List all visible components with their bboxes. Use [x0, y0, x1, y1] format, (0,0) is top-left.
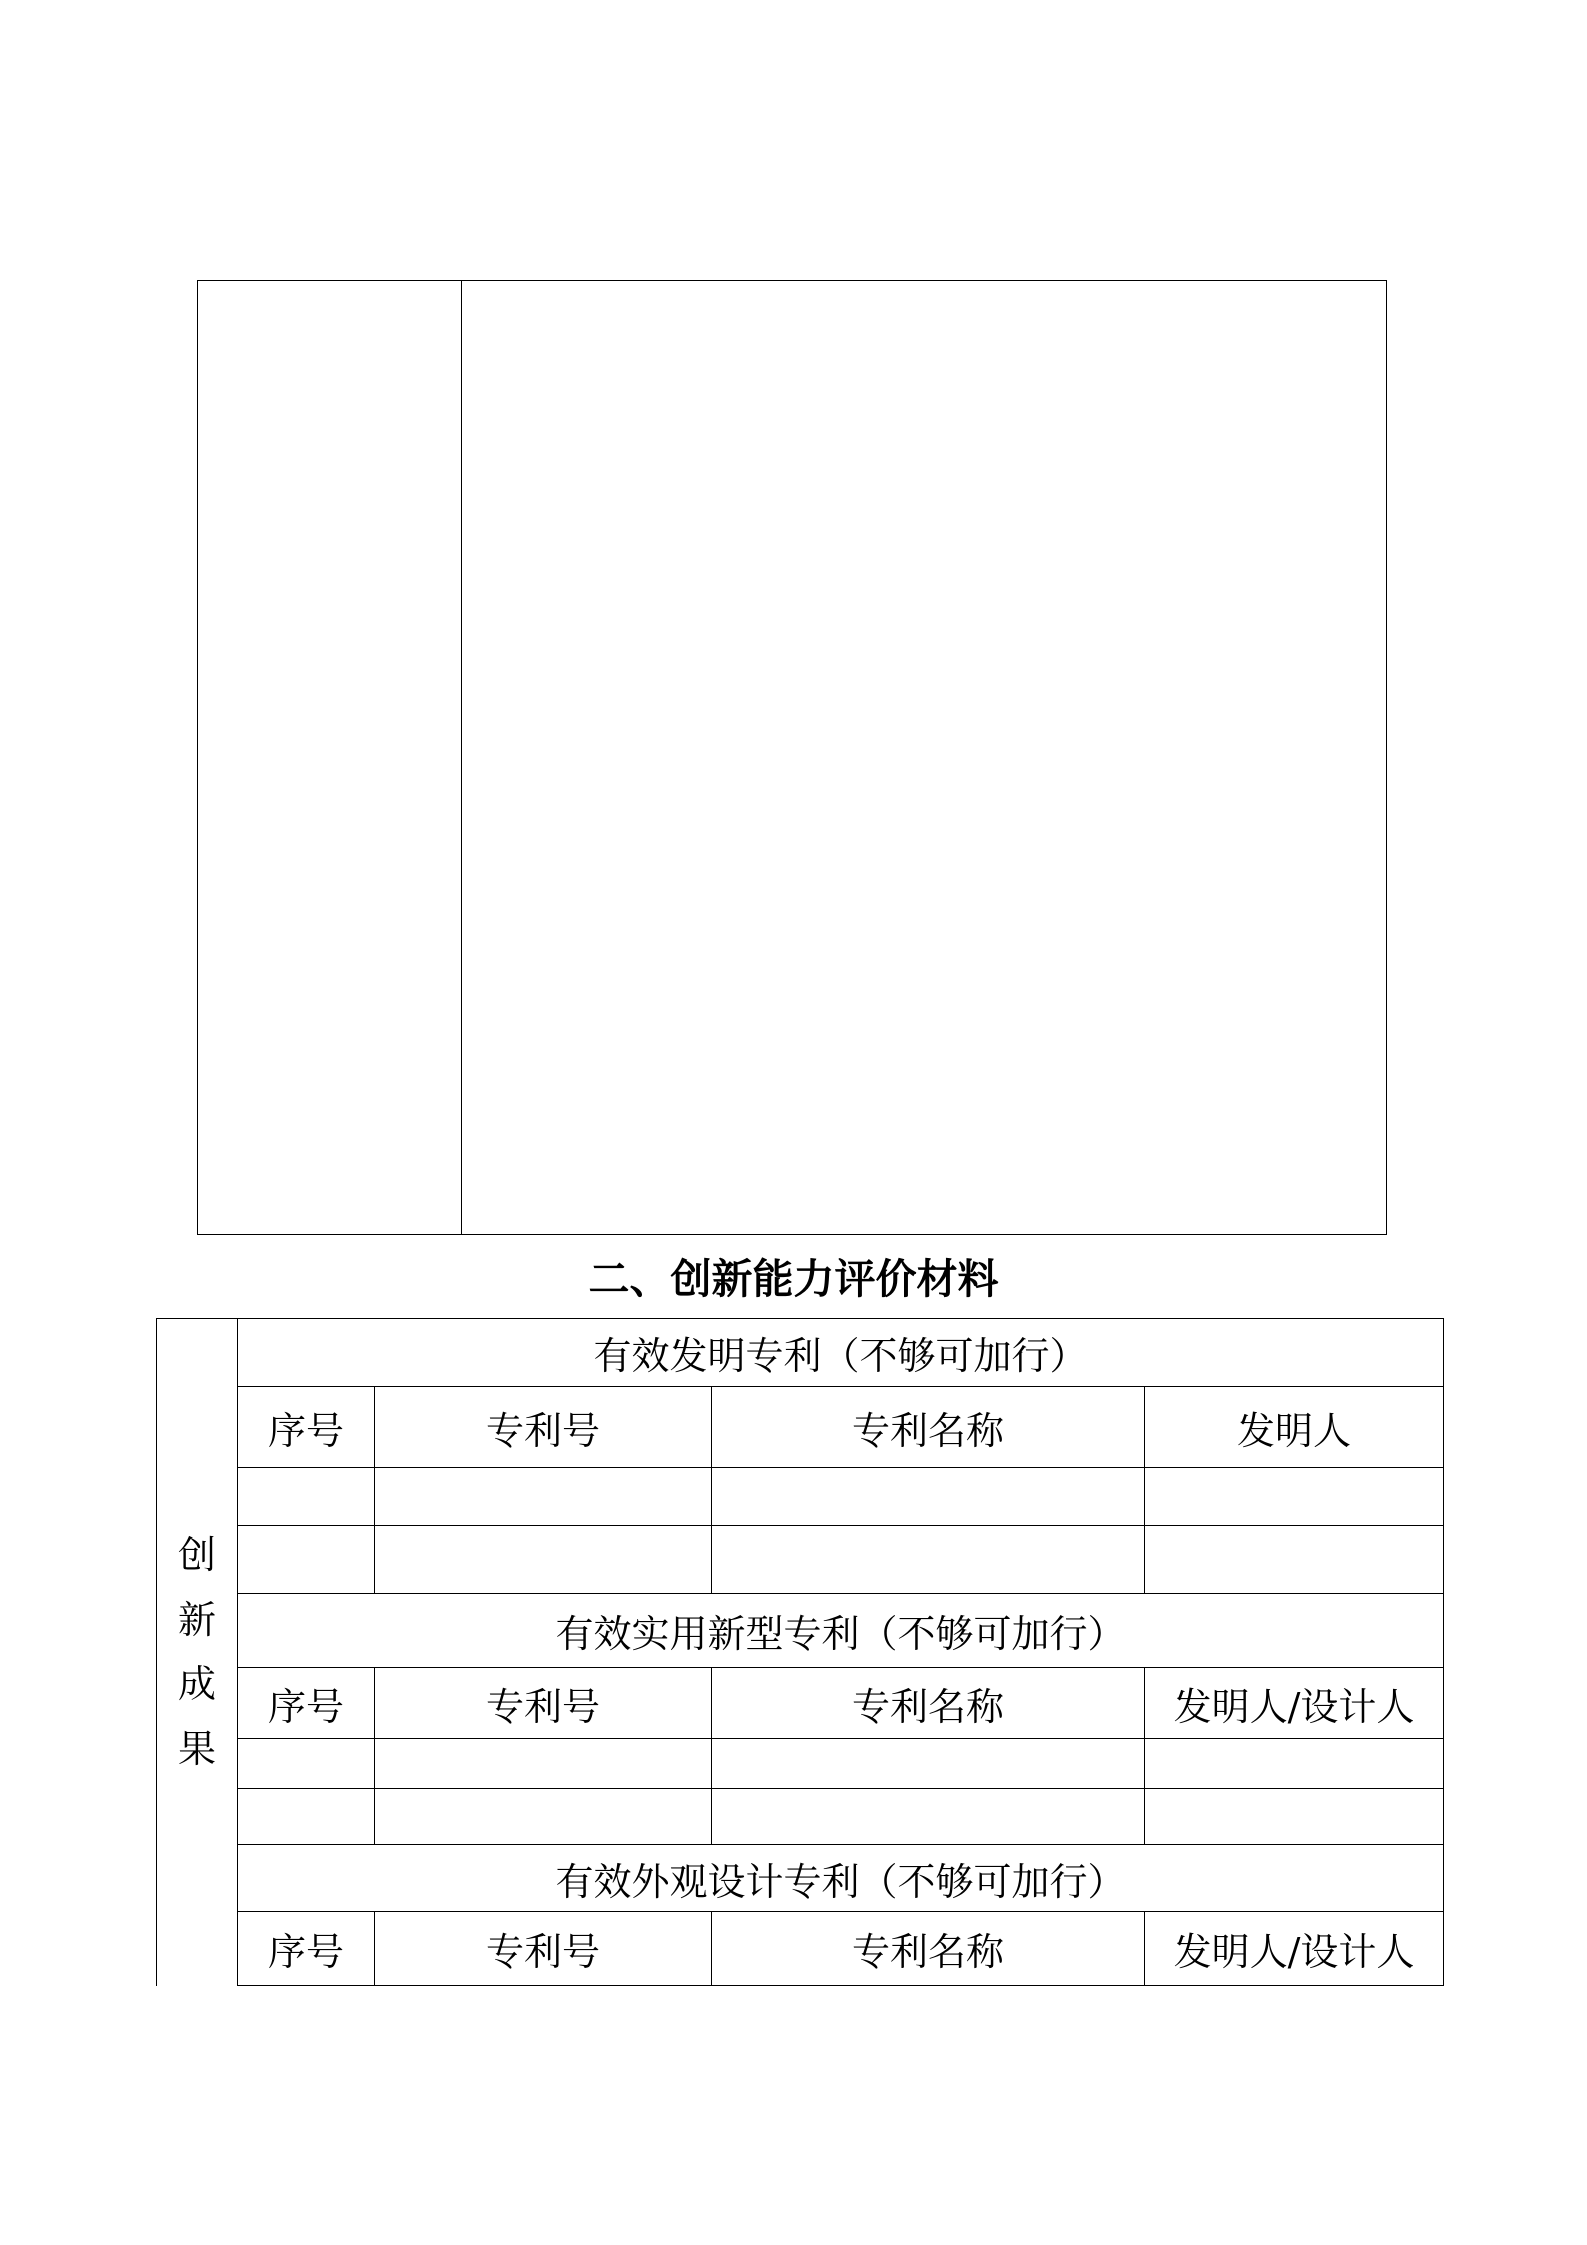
cell-inventor-designer[interactable]	[1145, 1789, 1444, 1845]
table-row	[157, 1468, 1444, 1526]
header-patent-no: 专利号	[375, 1387, 712, 1468]
header-serial-no: 序号	[238, 1387, 375, 1468]
group-title-invention: 有效发明专利（不够可加行）	[238, 1319, 1444, 1387]
header-patent-no: 专利号	[375, 1668, 712, 1739]
header-inventor-designer: 发明人/设计人	[1145, 1668, 1444, 1739]
previous-section-box	[197, 280, 1387, 1235]
cell-serial-no[interactable]	[238, 1468, 375, 1526]
side-label-cell	[157, 1319, 238, 1986]
cell-serial-no[interactable]	[238, 1789, 375, 1845]
group-title-row	[157, 1845, 1444, 1912]
cell-patent-no[interactable]	[375, 1739, 712, 1789]
cell-serial-no[interactable]	[238, 1739, 375, 1789]
cell-patent-name[interactable]	[712, 1526, 1145, 1594]
header-inventor-designer: 发明人/设计人	[1145, 1912, 1444, 1986]
cell-inventor[interactable]	[1145, 1526, 1444, 1594]
cell-inventor-designer[interactable]	[1145, 1739, 1444, 1789]
table-row	[157, 1526, 1444, 1594]
header-row	[157, 1912, 1444, 1986]
header-row	[157, 1387, 1444, 1468]
innovation-materials-table	[156, 1318, 1444, 1986]
cell-patent-name[interactable]	[712, 1468, 1145, 1526]
header-inventor: 发明人	[1145, 1387, 1444, 1468]
header-patent-name: 专利名称	[712, 1912, 1145, 1986]
cell-patent-name[interactable]	[712, 1739, 1145, 1789]
cell-patent-no[interactable]	[375, 1789, 712, 1845]
group-title-row	[157, 1594, 1444, 1668]
header-serial-no: 序号	[238, 1912, 375, 1986]
cell-patent-no[interactable]	[375, 1526, 712, 1594]
group-title-design: 有效外观设计专利（不够可加行）	[238, 1845, 1444, 1912]
header-serial-no: 序号	[238, 1668, 375, 1739]
table-row	[157, 1739, 1444, 1789]
table-row	[157, 1789, 1444, 1845]
label-column-divider	[461, 281, 462, 1234]
header-patent-name: 专利名称	[712, 1387, 1145, 1468]
group-title-utility-model: 有效实用新型专利（不够可加行）	[238, 1594, 1444, 1668]
header-patent-no: 专利号	[375, 1912, 712, 1986]
cell-patent-no[interactable]	[375, 1468, 712, 1526]
cell-inventor[interactable]	[1145, 1468, 1444, 1526]
side-label: 创 新 成 果	[177, 1533, 216, 1771]
group-title-row	[157, 1319, 1444, 1387]
header-patent-name: 专利名称	[712, 1668, 1145, 1739]
section-title: 二、创新能力评价材料	[588, 1255, 999, 1303]
cell-patent-name[interactable]	[712, 1789, 1145, 1845]
cell-serial-no[interactable]	[238, 1526, 375, 1594]
header-row	[157, 1668, 1444, 1739]
